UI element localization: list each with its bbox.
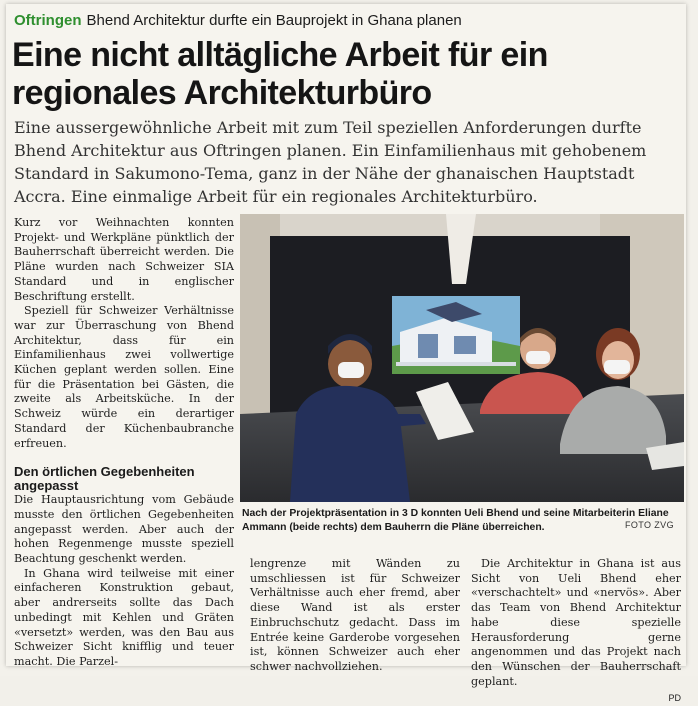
subheading: Den örtlichen Gegebenheiten angepasst (14, 464, 195, 494)
newspaper-clipping (6, 4, 686, 704)
photo-caption: Nach der Projektpräsentation in 3 D konnten Ueli Bhend und seine Mitarbeiterin Eliane Ammann (beide rechts) dem Bauherrn die Pläne überreichen. (242, 508, 669, 533)
lead-paragraph: Eine aussergewöhnliche Arbeit mit zum Teil speziellen Anforderungen durfte Bhend Architektur aus Oftringen planen. Ein Einfamilienhaus mit gehobenem Standard in Sakumono-Tema, ganz in der Nähe der ghanaischen Hauptstadt Accra. Eine einmalige Arbeit für ein regionales Architekturbüro. (14, 118, 647, 206)
kicker (14, 12, 462, 29)
author-signoff: PD (668, 693, 681, 704)
column-2-paragraph-1: lengrenze mit Wänden zu umschliessen ist für Schweizer Verhältnisse auch eher fremd, aber diese Wand ist als erster Einbruchschutz gedacht. Dass im Entrée keine Garderobe vorgesehen ist, können Schweizer auch eher schwer nachvollziehen. (250, 557, 460, 673)
column-1 (14, 216, 234, 670)
photo-credit: FOTO ZVG (624, 520, 674, 530)
photo-illustration (240, 214, 684, 502)
column-1-paragraph-2: Speziell für Schweizer Verhältnisse war zur Überraschung von Bhend Architektur, dass für ein Einfamilienhaus zwei vollwertige Küchen geplant werden sollen. Eine für die Präsentation bei Gästen, die zweite als Arbeitsküche. In der Schweiz würde ein derartiger Standard der Küchenbaubranche erfreuen. (14, 304, 234, 450)
column-1-paragraph-4: In Ghana wird teilweise mit einer einfacheren Konstruktion gebaut, aber andrerseits sollte das Dach unbedingt mit Kehlen und Gräten «versetzt» werden, was den Bau aus Schweizer Sicht knifflig und teuer macht. Die Parzel- (14, 566, 234, 668)
kicker-location: Oftringen (14, 12, 82, 29)
column-1-paragraph-1: Kurz vor Weihnachten konnten Projekt- und Werkpläne pünktlich der Bauherrschaft überreicht werden. Die Pläne wurden nach Schweizer SIA Standard und in englischer Beschriftung erstellt. (14, 216, 234, 303)
presentation-screen (392, 296, 520, 374)
column-1-paragraph-3: Die Hauptausrichtung vom Gebäude musste den örtlichen Gegebenheiten angepasst werden. Aber auch der hohen Regenmenge musste speziell Beachtung geschenkt werden. (14, 493, 234, 566)
article-photo (240, 214, 684, 502)
column-2 (250, 557, 460, 675)
column-3 (471, 557, 681, 706)
headline: Eine nicht alltägliche Arbeit für ein regionales Architekturbüro (12, 36, 548, 112)
kicker-text: Bhend Architektur durfte ein Bauprojekt in Ghana planen (86, 12, 462, 29)
column-3-paragraph-1: Die Architektur in Ghana ist aus Sicht von Ueli Bhend eher «verschachtelt» und «nervös». Aber das Team von Bhend Architektur habe diese spezielle Herausforderung gerne angenommen und das Projekt nach den Wünschen der Bauherrschaft geplant. (471, 557, 681, 688)
